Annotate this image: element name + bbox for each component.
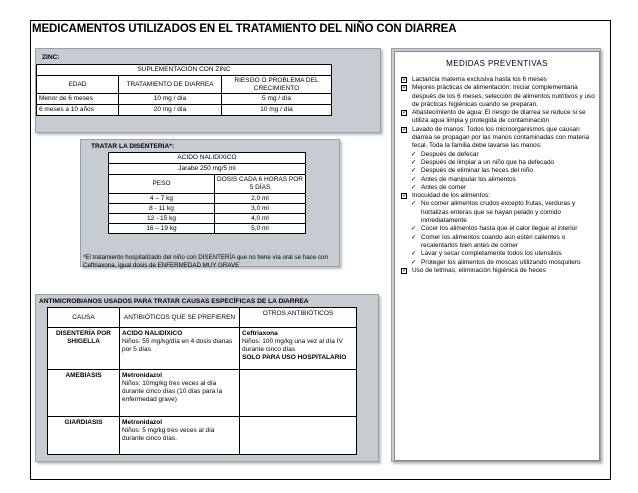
disenteria-table [108,152,306,234]
sub-list-item [401,167,597,175]
antimicrobianos-col-preferidos: ANTIBIÓTICOS QUE SE PREFIEREN [120,308,240,328]
table-row [37,94,332,105]
antimicrobianos-col-causa: CAUSA [48,308,120,328]
zinc-cell: 5 mg / día [222,94,332,105]
check-icon: ✓ [411,233,417,241]
disenteria-cell: 2,0 ml [215,194,306,204]
sub-list-item-text: Proteger los alimentos de moscas utilizando mosquitero [421,258,581,266]
check-icon: ✓ [411,200,417,208]
check-icon: ✓ [411,250,417,258]
checkbox-icon: ✓ [402,85,408,92]
sub-list-item [401,234,597,251]
table-row [109,214,306,224]
zinc-cell: 10 mg / día [222,105,332,116]
check-icon: ✓ [411,225,417,233]
disenteria-label: TRATAR LA DISENTERIA*: [91,143,175,150]
list-item-text: Inocuidad de los alimentos: [412,192,491,200]
sub-list-item [401,159,597,167]
table-row [109,194,306,204]
sub-list-item-text: Después de defecar [421,150,479,158]
sub-list-item [401,250,597,258]
sub-list-item [401,176,597,184]
sub-list-item-text: Después de eliminar las heces del niño [421,167,534,175]
list-item [401,126,597,151]
list-item-text: Mejores prácticas de alimentación: Iniciar complementaria después de los 6 meses, selección de alimentos nutritivos y uso de prácticas higiénicas cuando se preparan. [412,84,595,108]
disenteria-cell: 16 – 19 kg [109,224,215,234]
otros-cell [240,417,357,455]
causa-cell: DISENTERÍA POR SHIGELLA [48,328,120,370]
page-title: MEDICAMENTOS UTILIZADOS EN EL TRATAMIENTO DEL NIÑO CON DIARREA [32,23,457,35]
sub-list-item-text: Antes de comer [421,183,467,191]
preferido-name: ACIDO NALIDIXICO [122,330,183,337]
zinc-col-riesgo: RIESGO O PROBLEMA DEL CRECIMIENTO [222,76,332,94]
preferido-text: Niños: 55 mg/kg/día en 4 dosis diarias por 5 días [122,338,233,353]
table-row [48,417,357,455]
preferido-cell [120,417,240,455]
preferido-cell [120,370,240,417]
causa-cell: AMEBIASIS [48,370,120,417]
zinc-cell: 20 mg / día [119,105,222,116]
disenteria-cell: 8 - 11 kg [109,204,215,214]
sub-list-item-text: Comer los alimentos cuando aún estén calientes o recalentarlos bien antes de comer [421,233,566,249]
zinc-table [36,64,332,116]
sub-list-item [401,200,597,225]
zinc-cell: Menor de 6 meses [37,94,119,105]
disenteria-drug: ACIDO NALIDIXICO [109,153,306,164]
list-item [401,109,597,126]
sub-list-item-text: Lavar y secar completamente todos los utensilios [421,250,562,258]
list-item [401,192,597,200]
check-icon: ✓ [411,175,417,183]
zinc-label: ZINC: [42,54,60,61]
preferido-name: Metronidazol [122,372,163,379]
preferido-name: Metronidazol [122,419,163,426]
table-row [109,204,306,214]
sub-list-item-text: No comer alimentos crudos excepto frutas, verduras y hortalizas enteras que se hayan pelado y comido inmediatamente [421,200,576,225]
medidas-inner [394,51,600,461]
list-item-text: Abastecimiento de agua: El riesgo de diarrea se reduce si se utiliza agua limpia y protegida de contaminación [412,109,586,125]
sub-list-item-text: Cocer los alimentos hasta que el calor llegue al interior [421,225,578,233]
causa-cell: GIARDIASIS [48,417,120,455]
medidas-title: MEDIDAS PREVENTIVAS [446,59,548,68]
sub-list-item-text: Antes de manipular los alimentos [421,175,516,183]
list-item-text: Lavado de manos: Todos los microorganismos que causan diarrea se propagan por las manos contaminadas con materia fecal. Toda la familia debe lavarse las manos: [412,125,590,150]
checkbox-icon: ✓ [402,267,408,274]
checkbox-icon: ✓ [402,77,408,83]
otros-note: SOLO PARA USO HOSPITALARIO [242,354,347,361]
antimicrobianos-col-otros: OTROS ANTIBIÓTICOS [240,308,357,328]
check-icon: ✓ [411,150,417,158]
disenteria-cell: 5,0 ml [215,224,306,234]
otros-text: Niños: 100 mg/kg una vez al día IV durante cinco días [242,338,343,353]
list-item [401,76,597,84]
list-item-text: Lactancia materna exclusiva hasta los 6 meses [412,76,547,83]
sub-list-item [401,151,597,159]
list-item [401,84,597,109]
preferido-text: Niños: 10mg/kg tres veces al día durante cinco días (10 días para la enfermedad grave) [122,380,223,403]
table-row [48,328,357,370]
otros-cell [240,328,357,370]
check-icon: ✓ [411,167,417,175]
zinc-cell: 6 meses a 10 años [37,105,119,116]
zinc-col-tratamiento: TRATAMIENTO DE DIARREA [119,76,222,94]
preferido-text: Niños: 5 mg/kg tres veces al día durante cinco días. [122,427,215,442]
disenteria-cell: 4,0 ml [215,214,306,224]
sub-list-item [401,225,597,233]
zinc-col-edad: EDAD [37,76,119,94]
sub-list-item-text: Después de limpiar a un niño que ha defecado [421,158,555,166]
preferido-cell [120,328,240,370]
zinc-table-header: SUPLEMENTACIÓN CON ZINC [37,65,332,76]
zinc-cell: 10 mg / día [119,94,222,105]
checkbox-icon: ✓ [402,193,408,200]
disenteria-note: *El tratamiento hospitalizado del niño con DISENTERÍA que no tiene vía oral se hace con Ceftriaxona, igual dosis de ENFERMEDAD MUY GRAVE [83,254,328,269]
antimicrobianos-table [47,307,357,455]
otros-cell [240,370,357,417]
disenteria-cell: 12 - 15 kg [109,214,215,224]
checkbox-icon: ✓ [402,110,408,117]
otros-name: Ceftriaxona [242,330,278,337]
sub-list-item [401,259,597,267]
antimicrobianos-label: ANTIMICROBIANOS USADOS PARA TRATAR CAUSAS ESPECÍFICAS DE LA DIARREA [39,298,309,305]
check-icon: ✓ [411,158,417,166]
sub-list-item [401,184,597,192]
check-icon: ✓ [411,258,417,266]
disenteria-col-dosis: DOSIS CADA 6 HORAS POR 5 DÍAS [215,175,306,194]
medidas-list [401,76,597,275]
disenteria-col-peso: PESO [109,175,215,194]
disenteria-cell: 3,0 ml [215,204,306,214]
table-row [37,105,332,116]
disenteria-cell: 4 – 7 kg [109,194,215,204]
medidas-panel [391,48,601,462]
disenteria-dose: Jarabe 250 mg/5 ml [109,164,306,175]
checkbox-icon: ✓ [402,126,408,133]
list-item-text: Uso de letrinas, eliminación higiénica de heces [412,266,546,274]
table-row [109,224,306,234]
list-item [401,267,597,275]
check-icon: ✓ [411,183,417,191]
table-row [48,370,357,417]
